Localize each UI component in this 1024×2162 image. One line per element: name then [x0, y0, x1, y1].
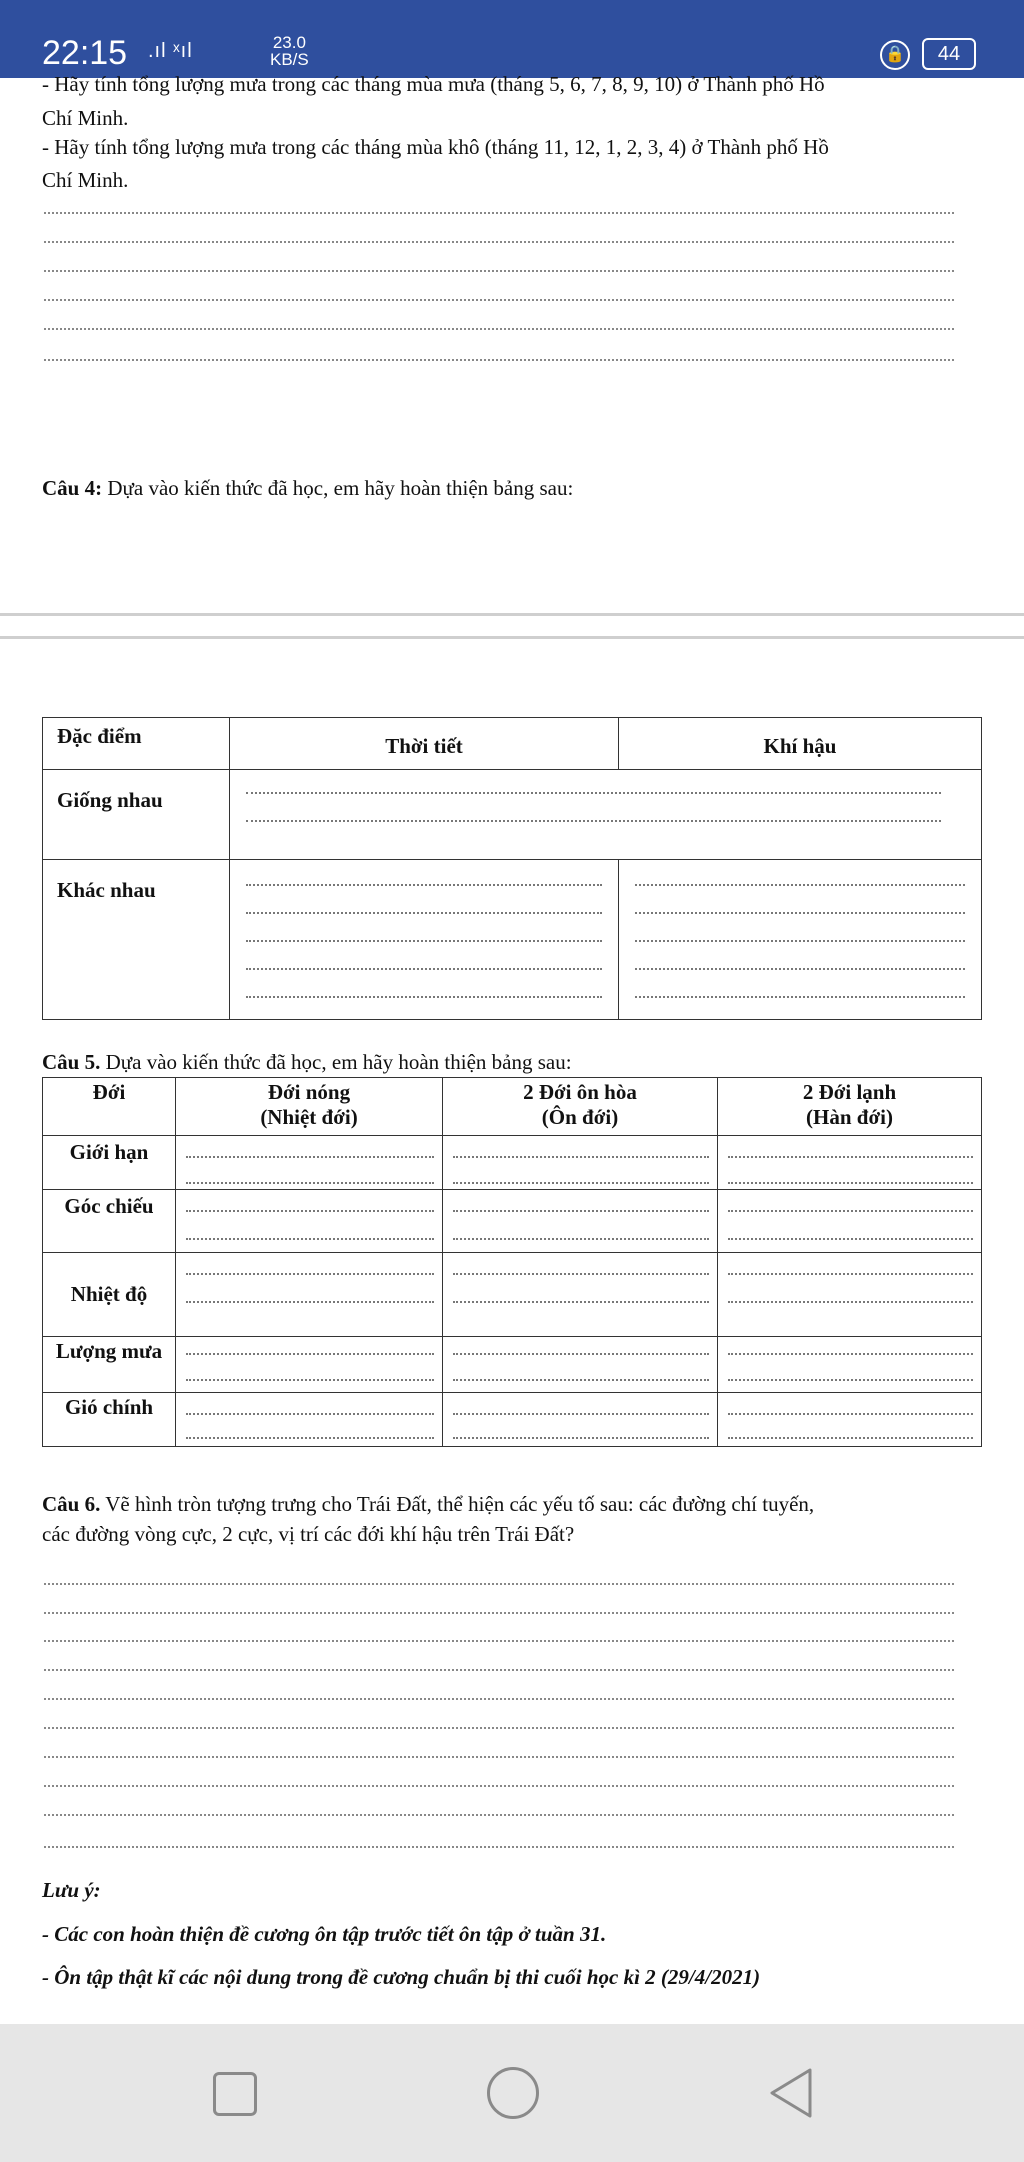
q4-different-weather-answer [230, 860, 619, 1020]
q5-row-rainfall: Lượng mưa [43, 1337, 176, 1393]
answer-line [44, 1785, 954, 1787]
q4-similar-answer [230, 770, 982, 860]
lock-icon: 🔒 [880, 40, 910, 70]
answer-line [44, 270, 954, 272]
answer-line [44, 299, 954, 301]
answer-line [44, 241, 954, 243]
answer-line [44, 1814, 954, 1816]
q5-header-zone: Đới [43, 1078, 176, 1136]
q5-row-wind: Gió chính [43, 1393, 176, 1447]
back-icon[interactable] [766, 2066, 814, 2120]
answer-line [44, 1612, 954, 1614]
question-4-text: Dựa vào kiến thức đã học, em hãy hoàn thiện bảng sau: [102, 476, 574, 500]
speed-value: 23.0 [272, 33, 306, 52]
question-5 [42, 1050, 572, 1075]
intro-line-3: - Hãy tính tổng lượng mưa trong các tháng mùa khô (tháng 11, 12, 1, 2, 3, 4) ở Thành phố Hồ [42, 135, 829, 159]
q5-row-limit: Giới hạn [43, 1136, 176, 1190]
question-5-text: Dựa vào kiến thức đã học, em hãy hoàn thiện bảng sau: [100, 1050, 572, 1074]
q4-header-feature: Đặc điểm [43, 718, 230, 770]
q4-header-climate: Khí hậu [619, 718, 982, 770]
note-1: - Các con hoàn thiện đề cương ôn tập trước tiết ôn tập ở tuần 31. [42, 1922, 607, 1946]
note-2: - Ôn tập thật kĩ các nội dung trong đề cương chuẩn bị thi cuối học kì 2 (29/4/2021) [42, 1965, 761, 1989]
signal-icon: .ıl ˣıl [148, 40, 193, 62]
page-separator [0, 613, 1024, 616]
answer-line [44, 359, 954, 361]
speed-unit: KB/S [270, 50, 309, 69]
question-5-label: Câu 5. [42, 1050, 101, 1074]
home-icon[interactable] [487, 2067, 539, 2119]
intro-line-4: Chí Minh. [42, 168, 129, 192]
page-separator [0, 636, 1024, 639]
answer-line [44, 1756, 954, 1758]
network-speed [270, 34, 309, 68]
answer-line [44, 1669, 954, 1671]
notes-title: Lưu ý: [42, 1878, 101, 1902]
answer-line [44, 1640, 954, 1642]
intro-line-2: Chí Minh. [42, 106, 129, 130]
answer-line [44, 1698, 954, 1700]
q4-row-different: Khác nhau [43, 860, 230, 1020]
answer-line [44, 1846, 954, 1848]
answer-line [44, 212, 954, 214]
intro-line-1: - Hãy tính tổng lượng mưa trong các tháng mùa mưa (tháng 5, 6, 7, 8, 9, 10) ở Thành phố Hồ [42, 72, 825, 96]
battery-indicator: 44 [922, 38, 976, 70]
navigation-bar [0, 2024, 1024, 2162]
question-4-label: Câu 4: [42, 476, 103, 500]
q5-header-polar: 2 Đới lạnh (Hàn đới) [718, 1078, 982, 1136]
q4-row-similar: Giống nhau [43, 770, 230, 860]
question-6-line-2: các đường vòng cực, 2 cực, vị trí các đới khí hậu trên Trái Đất? [42, 1522, 575, 1546]
answer-line [44, 1583, 954, 1585]
q4-table [42, 717, 982, 1020]
q5-row-temperature: Nhiệt độ [43, 1253, 176, 1337]
q4-different-climate-answer [619, 860, 982, 1020]
status-bar [0, 0, 1024, 78]
question-4 [42, 476, 573, 501]
q5-header-temperate: 2 Đới ôn hòa (Ôn đới) [443, 1078, 718, 1136]
answer-line [44, 328, 954, 330]
question-6 [42, 1492, 814, 1517]
q5-row-angle: Góc chiếu [43, 1190, 176, 1253]
question-6-label: Câu 6. [42, 1492, 101, 1516]
question-6-text: Vẽ hình tròn tượng trưng cho Trái Đất, thể hiện các yếu tố sau: các đường chí tuyến, [100, 1492, 815, 1516]
clock: 22:15 [42, 34, 128, 72]
recent-apps-icon[interactable] [213, 2072, 257, 2116]
answer-line [44, 1727, 954, 1729]
q5-header-tropical: Đới nóng (Nhiệt đới) [176, 1078, 443, 1136]
q5-table [42, 1077, 982, 1447]
q4-header-weather: Thời tiết [230, 718, 619, 770]
